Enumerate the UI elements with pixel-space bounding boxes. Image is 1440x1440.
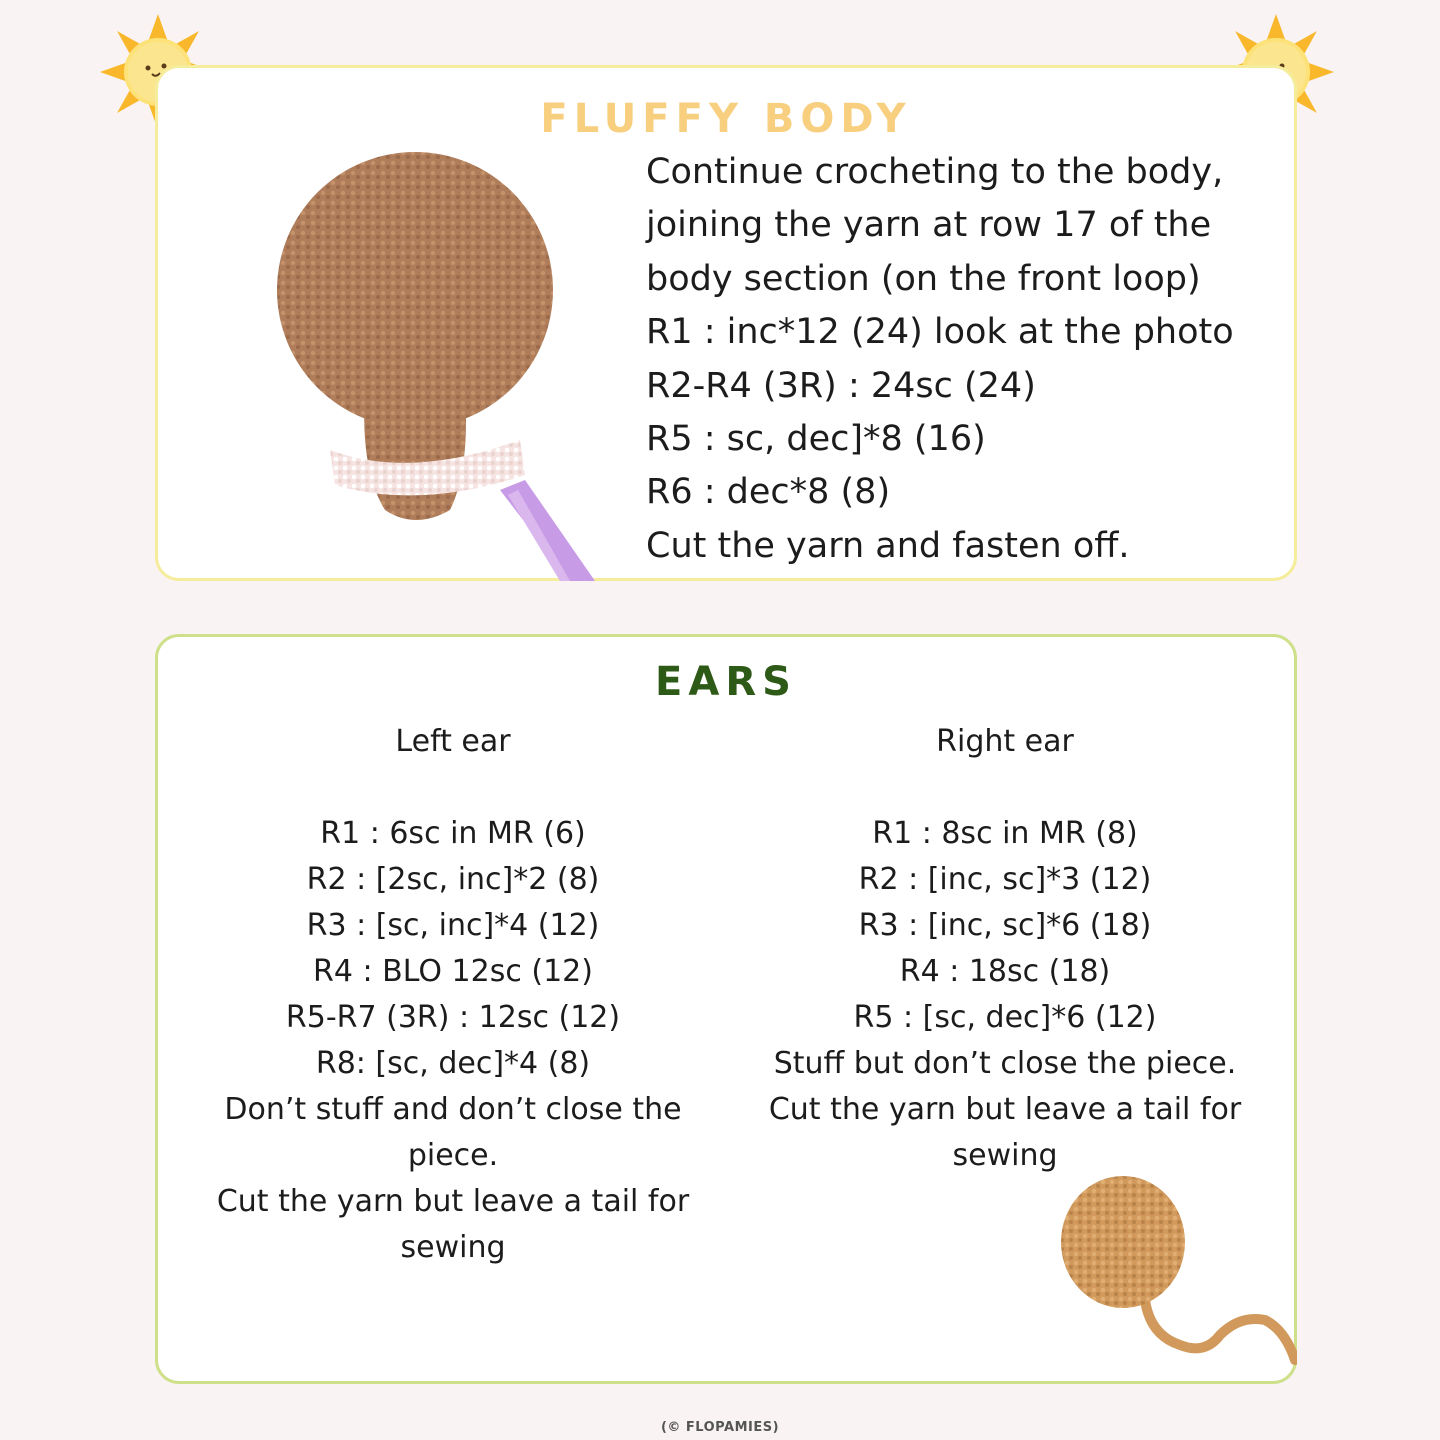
instruction-line: body section (on the front loop) bbox=[646, 258, 1201, 299]
instruction-list bbox=[750, 811, 1260, 1179]
plush-ear-photo bbox=[1055, 1170, 1297, 1370]
column-heading: Right ear bbox=[936, 724, 1074, 759]
instruction-line: R6 : dec*8 (8) bbox=[646, 472, 891, 513]
instruction-line: R2 : [inc, sc]*3 (12) bbox=[858, 862, 1152, 897]
section-title: FLUFFY BODY bbox=[540, 96, 912, 142]
instruction-line: R3 : [inc, sc]*6 (18) bbox=[858, 908, 1152, 943]
instruction-line: R8: [sc, dec]*4 (8) bbox=[315, 1046, 591, 1081]
instruction-line: R2 : [2sc, inc]*2 (8) bbox=[306, 862, 600, 897]
instruction-line: sewing bbox=[400, 1230, 506, 1265]
instruction-line: R1 : 6sc in MR (6) bbox=[320, 816, 586, 851]
instruction-line: Cut the yarn but leave a tail for bbox=[216, 1184, 690, 1219]
copyright-footer: (© FLOPAMIES) bbox=[660, 1420, 780, 1435]
instruction-line: sewing bbox=[952, 1138, 1058, 1173]
instruction-line: Cut the yarn but leave a tail for bbox=[768, 1092, 1242, 1127]
instruction-line: R5 : [sc, dec]*6 (12) bbox=[853, 1000, 1157, 1035]
instruction-line: R4 : BLO 12sc (12) bbox=[313, 954, 593, 989]
right-ear-column bbox=[750, 719, 1260, 1179]
left-ear-column bbox=[198, 719, 708, 1271]
instruction-line: joining the yarn at row 17 of the bbox=[646, 205, 1212, 246]
instruction-line: Stuff but don’t close the piece. bbox=[773, 1046, 1237, 1081]
plush-body-photo bbox=[270, 150, 600, 581]
instruction-line: Don’t stuff and don’t close the bbox=[224, 1092, 682, 1127]
instruction-line: Continue crocheting to the body, bbox=[646, 152, 1224, 192]
instruction-line: R5 : sc, dec]*8 (16) bbox=[646, 419, 986, 460]
instruction-line: R5-R7 (3R) : 12sc (12) bbox=[285, 1000, 621, 1035]
instruction-list bbox=[646, 146, 1234, 573]
instruction-line: R1 : 8sc in MR (8) bbox=[872, 816, 1138, 851]
instruction-line: R3 : [sc, inc]*4 (12) bbox=[306, 908, 600, 943]
instruction-line: piece. bbox=[407, 1138, 499, 1173]
instruction-line: R2-R4 (3R) : 24sc (24) bbox=[646, 365, 1036, 406]
instruction-line: Cut the yarn and fasten off. bbox=[646, 525, 1130, 566]
instruction-line: R1 : inc*12 (24) look at the photo bbox=[646, 312, 1234, 353]
section-title: EARS bbox=[655, 659, 797, 705]
instruction-list bbox=[198, 811, 708, 1271]
column-heading: Left ear bbox=[395, 724, 511, 759]
instruction-line: R4 : 18sc (18) bbox=[899, 954, 1111, 989]
